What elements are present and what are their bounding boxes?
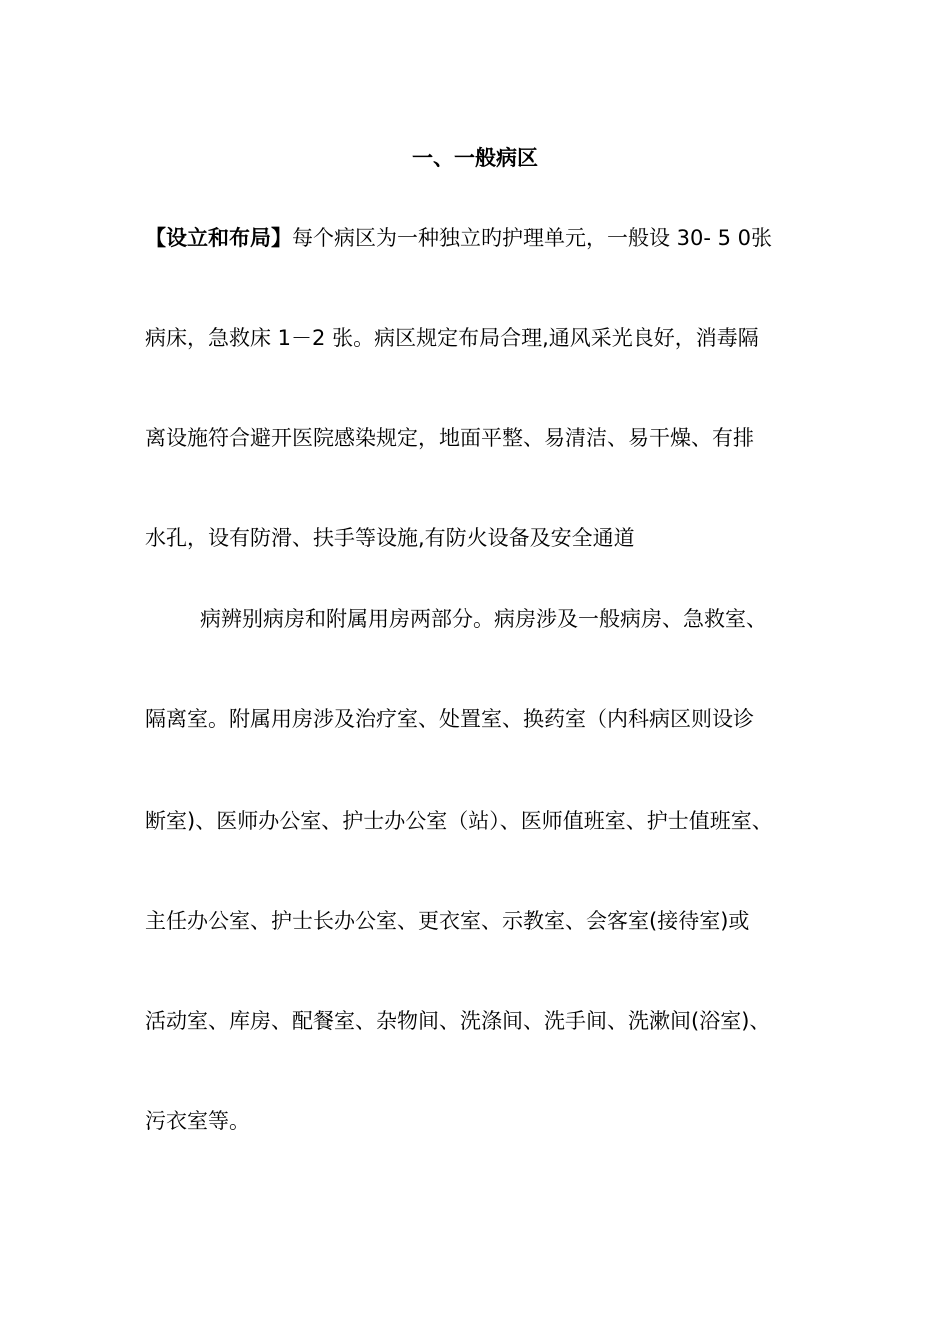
paragraph-2-line-3: 断室)、医师办公室、护士办公室（站）、医师值班室、护士值班室、 <box>145 809 773 833</box>
paragraph-1-line-3: 离设施符合避开医院感染规定，地面平整、易清洁、易干燥、有排 <box>145 426 754 450</box>
paragraph-2-line-6: 污衣室等。 <box>145 1109 250 1133</box>
paragraph-1-line-1 <box>145 222 772 254</box>
paragraph-2-line-1: 病辨别病房和附属用房两部分。病房涉及一般病房、急救室、 <box>200 607 767 631</box>
document-title: 一、一般病区 <box>412 146 538 170</box>
paragraph-2-line-2: 隔离室。附属用房涉及治疗室、处置室、换药室（内科病区则设诊 <box>145 707 754 731</box>
paragraph-1-line-4: 水孔，设有防滑、扶手等设施,有防火设备及安全通道 <box>145 526 635 550</box>
paragraph-1-line-1-text: 每个病区为一种独立旳护理单元，一般设 30- 5 0张 <box>292 226 773 250</box>
paragraph-2-line-4: 主任办公室、护士长办公室、更衣室、示教室、会客室(接待室)或 <box>145 909 750 933</box>
section-heading: 【设立和布局】 <box>145 226 292 250</box>
paragraph-1-line-2: 病床，急救床 1－2 张。病区规定布局合理,通风采光良好，消毒隔 <box>145 326 759 350</box>
paragraph-2-line-5: 活动室、库房、配餐室、杂物间、洗涤间、洗手间、洗漱间(浴室)、 <box>145 1009 771 1033</box>
